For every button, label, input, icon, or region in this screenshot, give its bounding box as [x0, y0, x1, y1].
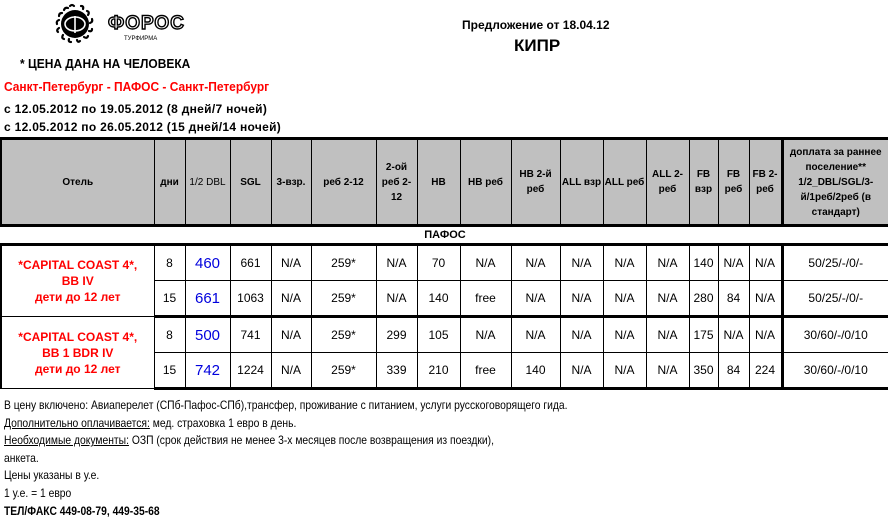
note-docs — [4, 432, 568, 450]
cell-half-dbl: 500 — [185, 317, 230, 353]
cell-fb-adult: 280 — [689, 281, 718, 317]
cell-child: 259* — [311, 245, 376, 281]
hotel-name-cell — [1, 317, 154, 389]
col-header-days: дни — [154, 139, 185, 226]
cell-fb-adult: 350 — [689, 353, 718, 389]
cell-half-dbl: 661 — [185, 281, 230, 317]
offer-date: Предложение от 18.04.12 — [462, 18, 610, 32]
col-header-half-dbl: 1/2 DBL — [185, 139, 230, 226]
note-docs-text: ОЗП (срок действия не менее 3-х месяцев после возвращения из поездки), — [128, 433, 494, 448]
notes-section — [4, 397, 659, 520]
col-header-early-checkin: доплата за раннее поселение** 1/2_DBL/SGL/3-й/1реб/2реб (в стандарт) — [782, 139, 888, 226]
col-header-fb-2-child: FB 2-реб — [749, 139, 782, 226]
col-header-all-2-child: ALL 2-реб — [646, 139, 689, 226]
cell-fb-adult: 140 — [689, 245, 718, 281]
note-docs-2: анкета. — [4, 450, 39, 465]
cell-days: 8 — [154, 317, 185, 353]
cell-hb: 70 — [417, 245, 460, 281]
hotel-name-line-2: BB 1 BDR IV — [42, 345, 114, 360]
cell-hb-child: free — [460, 353, 511, 389]
cell-2nd-child: 339 — [376, 353, 417, 389]
cell-hb-2nd-child: N/A — [511, 245, 560, 281]
cell-half-dbl: 460 — [185, 245, 230, 281]
cell-2nd-child: N/A — [376, 281, 417, 317]
cell-hb-child: free — [460, 281, 511, 317]
note-docs-label: Необходимые документы: — [4, 433, 129, 448]
cell-3-adult: N/A — [271, 353, 311, 389]
cell-fb-2-child: N/A — [749, 317, 782, 353]
col-header-fb-child: FB реб — [718, 139, 749, 226]
hotel-name-line-2: BB IV — [61, 274, 94, 288]
cell-sgl: 1063 — [230, 281, 271, 317]
col-header-hb-child: HB реб — [460, 139, 511, 226]
cell-sgl: 1224 — [230, 353, 271, 389]
company-logo — [52, 3, 185, 45]
cell-hb-2nd-child: 140 — [511, 353, 560, 389]
cell-fb-child: N/A — [718, 317, 749, 353]
cell-all-2-child: N/A — [646, 245, 689, 281]
cell-fb-2-child: N/A — [749, 281, 782, 317]
cell-fb-child: 84 — [718, 281, 749, 317]
cell-hb-child: N/A — [460, 317, 511, 353]
note-phone: ТЕЛ/ФАКС 449-08-79, 449-35-68 — [4, 503, 160, 518]
col-header-hb-2nd-child: HB 2-й реб — [511, 139, 560, 226]
cell-fb-2-child: 224 — [749, 353, 782, 389]
cell-all-adult: N/A — [560, 317, 603, 353]
cell-3-adult: N/A — [271, 317, 311, 353]
cell-all-child: N/A — [603, 317, 646, 353]
cell-hb: 210 — [417, 353, 460, 389]
col-header-all-adult: ALL взр — [560, 139, 603, 226]
cell-fb-adult: 175 — [689, 317, 718, 353]
cell-hb-2nd-child: N/A — [511, 317, 560, 353]
cell-all-child: N/A — [603, 281, 646, 317]
cell-early-checkin: 30/60/-/0/10 — [782, 317, 888, 353]
note-extra-label: Дополнительно оплачивается: — [4, 415, 150, 430]
cell-hb-2nd-child: N/A — [511, 281, 560, 317]
table-row — [1, 245, 888, 281]
cell-fb-2-child: N/A — [749, 245, 782, 281]
col-header-hotel: Отель — [1, 139, 154, 226]
cell-early-checkin: 50/25/-/0/- — [782, 245, 888, 281]
logo-subtext: ТУРФИРМА — [124, 36, 158, 42]
note-extra-text: мед. страховка 1 евро в день. — [149, 415, 297, 430]
cell-child: 259* — [311, 317, 376, 353]
cell-early-checkin: 50/25/-/0/- — [782, 281, 888, 317]
hotel-name-cell — [1, 245, 154, 317]
date-range-1: с 12.05.2012 по 19.05.2012 (8 дней/7 ночей) — [4, 102, 268, 116]
cell-hb: 140 — [417, 281, 460, 317]
cell-child: 259* — [311, 281, 376, 317]
price-note: * ЦЕНА ДАНА НА ЧЕЛОВЕКА — [20, 56, 191, 71]
col-header-3-adult: 3-взр. — [271, 139, 311, 226]
cell-sgl: 661 — [230, 245, 271, 281]
cell-all-2-child: N/A — [646, 317, 689, 353]
cell-all-2-child: N/A — [646, 353, 689, 389]
route: Санкт-Петербург - ПАФОС - Санкт-Петербург — [4, 79, 270, 94]
cell-all-adult: N/A — [560, 245, 603, 281]
note-rate: 1 у.е. = 1 евро — [4, 485, 72, 500]
hotel-name-line-3: дети до 12 лет — [34, 290, 121, 304]
col-header-fb-adult: FB взр — [689, 139, 718, 226]
logo-text: ФОРОС — [108, 13, 185, 34]
cell-all-adult: N/A — [560, 353, 603, 389]
cell-all-child: N/A — [603, 353, 646, 389]
col-header-child: реб 2-12 — [311, 139, 376, 226]
cell-hb-child: N/A — [460, 245, 511, 281]
hotel-name-line-1: *CAPITAL COAST 4*, — [18, 258, 138, 272]
cell-all-adult: N/A — [560, 281, 603, 317]
col-header-sgl: SGL — [230, 139, 271, 226]
cell-fb-child: N/A — [718, 245, 749, 281]
hotel-name-line-1: *CAPITAL COAST 4*, — [18, 329, 138, 344]
sun-logo-icon — [52, 3, 108, 45]
table-row — [1, 317, 888, 353]
region-row — [1, 226, 888, 245]
date-range-2: с 12.05.2012 по 26.05.2012 (15 дней/14 ночей) — [4, 120, 282, 134]
cell-days: 15 — [154, 353, 185, 389]
cell-half-dbl: 742 — [185, 353, 230, 389]
table-header-row — [1, 139, 888, 226]
cell-child: 259* — [311, 353, 376, 389]
note-currency: Цены указаны в у.е. — [4, 468, 100, 483]
hotel-name-line-3: дети до 12 лет — [34, 361, 121, 376]
cell-3-adult: N/A — [271, 281, 311, 317]
col-header-all-child: ALL реб — [603, 139, 646, 226]
cell-all-child: N/A — [603, 245, 646, 281]
cell-days: 8 — [154, 245, 185, 281]
col-header-hb: HB — [417, 139, 460, 226]
cell-3-adult: N/A — [271, 245, 311, 281]
country-title: КИПР — [514, 36, 561, 55]
cell-sgl: 741 — [230, 317, 271, 353]
cell-2nd-child: N/A — [376, 245, 417, 281]
cell-all-2-child: N/A — [646, 281, 689, 317]
note-included: В цену включено: Авиаперелет (СПб-Пафос-СПб),трансфер, проживание с питанием, услуги русскоговорящего гида. — [4, 398, 568, 412]
cell-days: 15 — [154, 281, 185, 317]
cell-2nd-child: 299 — [376, 317, 417, 353]
cell-fb-child: 84 — [718, 353, 749, 389]
note-extra — [4, 415, 568, 433]
price-table — [0, 137, 888, 390]
col-header-2nd-child: 2-ой реб 2-12 — [376, 139, 417, 226]
cell-hb: 105 — [417, 317, 460, 353]
region-label: ПАФОС — [1, 226, 888, 245]
cell-early-checkin: 30/60/-/0/10 — [782, 353, 888, 389]
